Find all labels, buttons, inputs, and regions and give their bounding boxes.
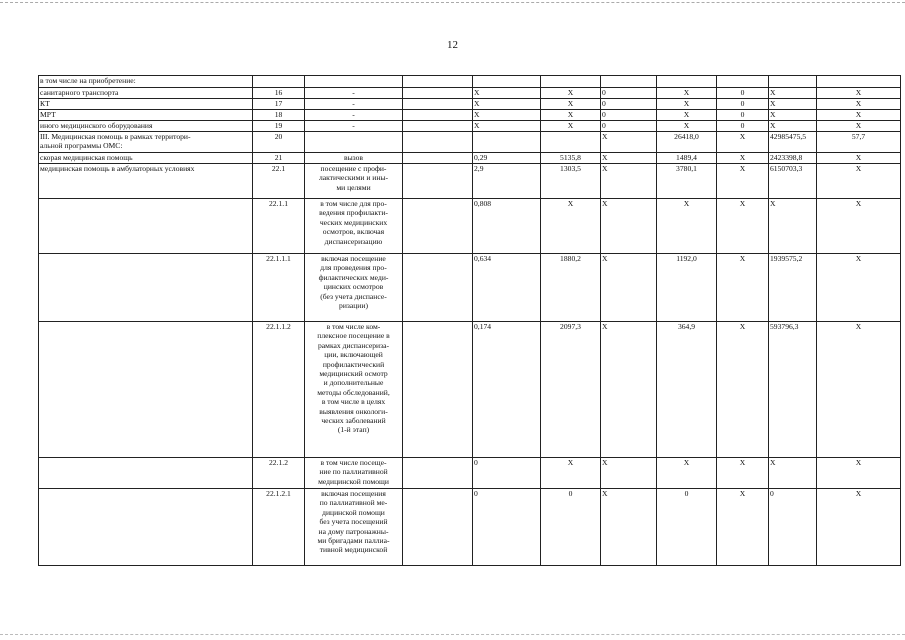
cell-col-6: X (541, 199, 601, 254)
cell-col-8: X (657, 458, 717, 489)
cell-cost-per-unit: X (473, 99, 541, 110)
cell-total-oms: X (717, 199, 769, 254)
cell-unit: включая посещения по паллиативной ме- дицинской помощи без учета посещений на дому патронажны- ми бригадами паллиа- тивной медицинской (305, 489, 403, 566)
cell-col-6: 0 (541, 489, 601, 566)
cell-unit: в том числе ком- плексное посещение в рамках диспансериза- ции, включающей профилактический медицинский осмотр и дополнительные методы обследований, в том числе в целях выявления онкологи- ческих заболеваний (1-й этап) (305, 322, 403, 458)
cell-extra: X (817, 153, 901, 164)
scan-edge-top (0, 2, 905, 3)
cell-col-8: 26418,0 (657, 132, 717, 153)
cell-per-capita-oms: 0 (601, 110, 657, 121)
cell-percent: 2423398,8 (769, 153, 817, 164)
cell-row-label: санитарного транспорта (39, 88, 253, 99)
cell-unit (305, 76, 403, 88)
cell-per-capita-oms: X (601, 254, 657, 322)
table-row (39, 99, 901, 110)
cell-normative (403, 99, 473, 110)
table-row (39, 489, 901, 566)
cell-normative (403, 132, 473, 153)
cell-total-oms: X (717, 254, 769, 322)
cell-extra: X (817, 254, 901, 322)
cell-col-8: X (657, 99, 717, 110)
cell-percent: X (769, 88, 817, 99)
cell-row-label: в том числе на приобретение: (39, 76, 253, 88)
cell-percent: X (769, 121, 817, 132)
cell-percent: X (769, 458, 817, 489)
cell-col-8: 364,9 (657, 322, 717, 458)
cell-col-8: X (657, 110, 717, 121)
cell-percent (769, 76, 817, 88)
cell-row-label: иного медицинского оборудования (39, 121, 253, 132)
cell-unit: в том числе посеще- ние по паллиативной медицинской помощи (305, 458, 403, 489)
table-row (39, 153, 901, 164)
cell-total-oms: X (717, 322, 769, 458)
cell-total-oms: X (717, 458, 769, 489)
cell-col-8: X (657, 121, 717, 132)
cell-unit: вызов (305, 153, 403, 164)
cell-total-oms: 0 (717, 121, 769, 132)
cell-cost-per-unit: 0,174 (473, 322, 541, 458)
cell-per-capita-oms: 0 (601, 88, 657, 99)
cell-row-label: медицинская помощь в амбулаторных условиях (39, 164, 253, 199)
cell-row-code: 22.1.1.1 (253, 254, 305, 322)
cell-row-code: 21 (253, 153, 305, 164)
cell-percent: X (769, 99, 817, 110)
cell-col-6: 5135,8 (541, 153, 601, 164)
cell-unit: - (305, 121, 403, 132)
cell-row-code: 22.1 (253, 164, 305, 199)
cell-col-6: X (541, 458, 601, 489)
cell-normative (403, 76, 473, 88)
cell-unit: - (305, 110, 403, 121)
cell-col-6: 1303,5 (541, 164, 601, 199)
cell-percent: X (769, 199, 817, 254)
cell-normative (403, 110, 473, 121)
cell-per-capita-oms: X (601, 164, 657, 199)
cell-unit: - (305, 88, 403, 99)
cell-col-8 (657, 76, 717, 88)
cell-row-code: 22.1.1.2 (253, 322, 305, 458)
cell-col-8: 0 (657, 489, 717, 566)
cell-extra: X (817, 121, 901, 132)
cell-row-code: 18 (253, 110, 305, 121)
data-table (38, 75, 901, 566)
scan-edge-bottom (0, 634, 905, 635)
cell-per-capita-oms: 0 (601, 121, 657, 132)
table-row (39, 199, 901, 254)
table-row (39, 121, 901, 132)
table-row (39, 164, 901, 199)
cell-row-label (39, 254, 253, 322)
cell-total-oms: 0 (717, 99, 769, 110)
cell-col-6 (541, 76, 601, 88)
cell-col-8: 1192,0 (657, 254, 717, 322)
cell-cost-per-unit: 0,808 (473, 199, 541, 254)
cell-total-oms (717, 76, 769, 88)
cell-extra: X (817, 199, 901, 254)
cell-col-6: X (541, 99, 601, 110)
page-number: 12 (447, 39, 458, 51)
cell-extra (817, 76, 901, 88)
cell-unit: посещение с профи- лактическими и ины- ми целями (305, 164, 403, 199)
cell-cost-per-unit: 0 (473, 458, 541, 489)
cell-row-code: 22.1.2.1 (253, 489, 305, 566)
cell-per-capita-oms: X (601, 489, 657, 566)
cell-normative (403, 164, 473, 199)
table-row (39, 110, 901, 121)
cell-row-label (39, 322, 253, 458)
cell-per-capita-oms (601, 76, 657, 88)
cell-normative (403, 254, 473, 322)
cell-col-6: 1880,2 (541, 254, 601, 322)
cell-extra: X (817, 458, 901, 489)
cell-cost-per-unit: 0 (473, 489, 541, 566)
cell-cost-per-unit (473, 132, 541, 153)
cell-per-capita-oms: 0 (601, 99, 657, 110)
cell-extra: X (817, 164, 901, 199)
cell-row-code: 22.1.1 (253, 199, 305, 254)
cell-per-capita-oms: X (601, 458, 657, 489)
cell-cost-per-unit: 0,29 (473, 153, 541, 164)
cell-cost-per-unit: 0,634 (473, 254, 541, 322)
cell-total-oms: X (717, 164, 769, 199)
cell-percent: 593796,3 (769, 322, 817, 458)
cell-col-8: X (657, 199, 717, 254)
cell-normative (403, 458, 473, 489)
table-row (39, 88, 901, 99)
cell-col-8: 3780,1 (657, 164, 717, 199)
cell-per-capita-oms: X (601, 132, 657, 153)
cell-per-capita-oms: X (601, 153, 657, 164)
cell-normative (403, 199, 473, 254)
cell-unit: в том числе для про- ведения профилакти- ческих медицинских осмотров, включая диспансеризацию (305, 199, 403, 254)
table-row (39, 76, 901, 88)
cell-total-oms: 0 (717, 88, 769, 99)
cell-row-label: КТ (39, 99, 253, 110)
cell-col-6: X (541, 121, 601, 132)
cell-row-label: скорая медицинская помощь (39, 153, 253, 164)
cell-total-oms: X (717, 489, 769, 566)
cell-percent: 6150703,3 (769, 164, 817, 199)
cell-unit: включая посещение для проведения про- филактических меди- цинских осмотров (без учета диспансе- ризации) (305, 254, 403, 322)
cell-cost-per-unit: X (473, 110, 541, 121)
cell-row-code: 20 (253, 132, 305, 153)
cell-row-label (39, 458, 253, 489)
cell-normative (403, 489, 473, 566)
cell-row-label (39, 489, 253, 566)
cell-total-oms: X (717, 132, 769, 153)
cell-percent: 42985475,5 (769, 132, 817, 153)
table-row (39, 132, 901, 153)
cell-row-code (253, 76, 305, 88)
cell-normative (403, 322, 473, 458)
cell-cost-per-unit: X (473, 121, 541, 132)
cell-normative (403, 121, 473, 132)
cell-col-8: X (657, 88, 717, 99)
cell-row-label (39, 199, 253, 254)
cell-extra: X (817, 88, 901, 99)
cell-col-6: 2097,3 (541, 322, 601, 458)
cell-per-capita-oms: X (601, 322, 657, 458)
cell-total-oms: X (717, 153, 769, 164)
cell-normative (403, 88, 473, 99)
cell-cost-per-unit: 2,9 (473, 164, 541, 199)
cell-row-code: 16 (253, 88, 305, 99)
cell-col-8: 1489,4 (657, 153, 717, 164)
table-row (39, 322, 901, 458)
cell-extra: X (817, 110, 901, 121)
cell-percent: 0 (769, 489, 817, 566)
cell-col-6 (541, 132, 601, 153)
cell-row-code: 19 (253, 121, 305, 132)
cell-extra: X (817, 99, 901, 110)
cell-total-oms: 0 (717, 110, 769, 121)
cell-unit: - (305, 99, 403, 110)
cell-extra: 57,7 (817, 132, 901, 153)
cell-normative (403, 153, 473, 164)
cell-col-6: X (541, 110, 601, 121)
cell-col-6: X (541, 88, 601, 99)
table-row (39, 458, 901, 489)
cell-row-code: 17 (253, 99, 305, 110)
table-row (39, 254, 901, 322)
cell-percent: X (769, 110, 817, 121)
cell-row-label: МРТ (39, 110, 253, 121)
cell-percent: 1939575,2 (769, 254, 817, 322)
cell-row-label: III. Медицинская помощь в рамках территори- альной программы ОМС: (39, 132, 253, 153)
cell-extra: X (817, 489, 901, 566)
cell-per-capita-oms: X (601, 199, 657, 254)
cell-extra: X (817, 322, 901, 458)
cell-unit (305, 132, 403, 153)
cell-row-code: 22.1.2 (253, 458, 305, 489)
cell-cost-per-unit (473, 76, 541, 88)
cell-cost-per-unit: X (473, 88, 541, 99)
